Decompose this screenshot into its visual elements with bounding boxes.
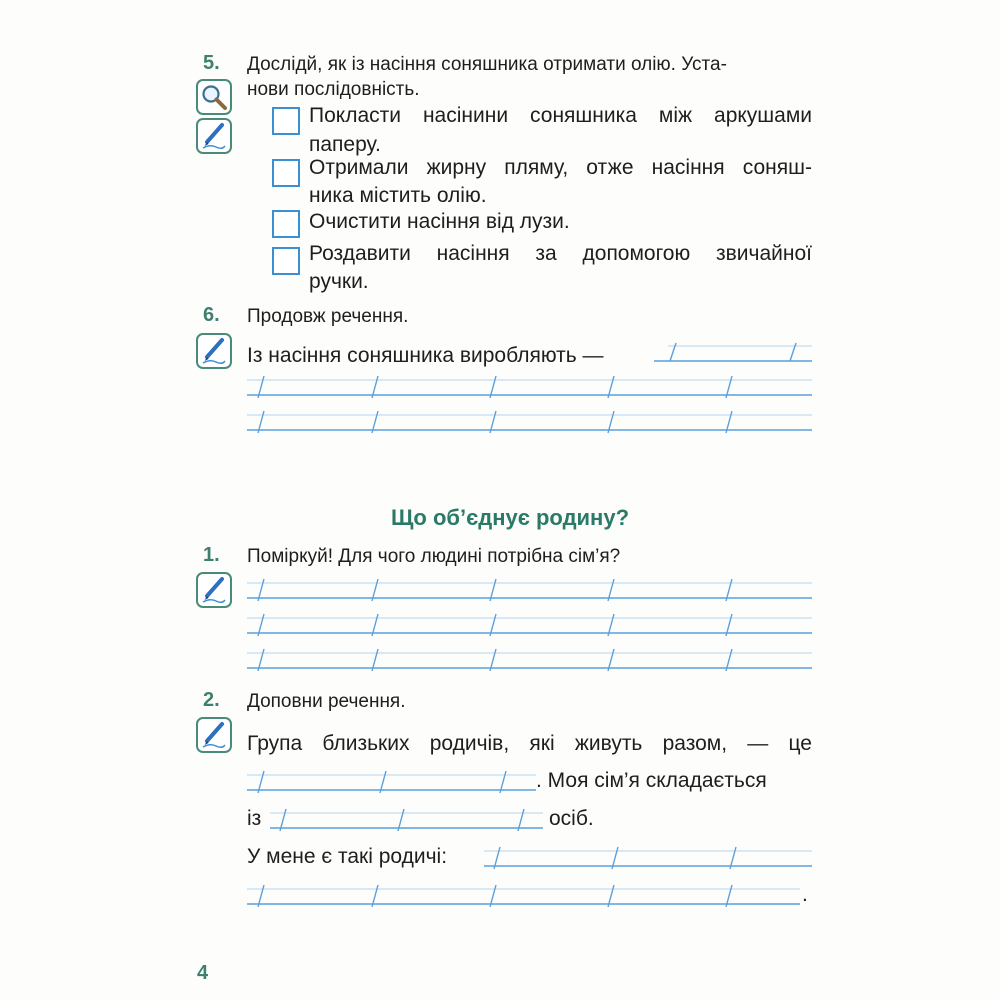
task2-instruction: Доповни речення.: [247, 691, 406, 712]
pen-icon: [196, 717, 232, 753]
option-checkbox-3[interactable]: [272, 210, 300, 238]
option-checkbox-2[interactable]: [272, 159, 300, 187]
task2-line1: Група близьких родичів, які живуть разом, — це: [247, 732, 812, 755]
task2-line2-end: . Моя сім’я складається: [536, 769, 767, 792]
option-checkbox-1[interactable]: [272, 107, 300, 135]
task5-number: 5.: [203, 52, 220, 74]
option-2-line1: Отримали жирну пляму, отже насіння соняш-: [309, 156, 812, 179]
task1-number: 1.: [203, 544, 220, 566]
option-2-line2: ника містить олію.: [309, 184, 487, 207]
option-4-line1: Роздавити насіння за допомогою звичайної: [309, 242, 812, 265]
magnifier-icon: [196, 79, 232, 115]
page-number: 4: [197, 962, 209, 984]
option-checkbox-4[interactable]: [272, 247, 300, 275]
section-heading: Що об’єднує родину?: [390, 505, 630, 530]
task6-sentence: Із насіння соняшника виробляють —: [247, 344, 604, 367]
task5-text-line1: Дослідй, як із насіння соняшника отримати олію. Уста-: [247, 54, 727, 75]
task2-line4-start: У мене є такі родичі:: [247, 845, 448, 868]
pen-icon: [196, 118, 232, 154]
option-3-line1: Очистити насіння від лузи.: [309, 210, 570, 233]
task6-instruction: Продовж речення.: [247, 306, 409, 327]
pen-icon: [196, 333, 232, 369]
option-1-line2: паперу.: [309, 133, 381, 156]
task2-number: 2.: [203, 689, 220, 711]
task1-instruction: Поміркуй! Для чого людині потрібна сім’я?: [247, 546, 621, 567]
pen-icon: [196, 572, 232, 608]
option-4-line2: ручки.: [309, 270, 369, 293]
task5-text-line2: нови послідовність.: [247, 79, 420, 100]
task2-line3-end: осіб.: [549, 807, 594, 830]
option-1-line1: Покласти насінини соняшника між аркушами: [309, 104, 812, 127]
task6-number: 6.: [203, 304, 220, 326]
task2-line3-start: із: [247, 807, 262, 830]
task2-line5-end: .: [802, 883, 808, 906]
